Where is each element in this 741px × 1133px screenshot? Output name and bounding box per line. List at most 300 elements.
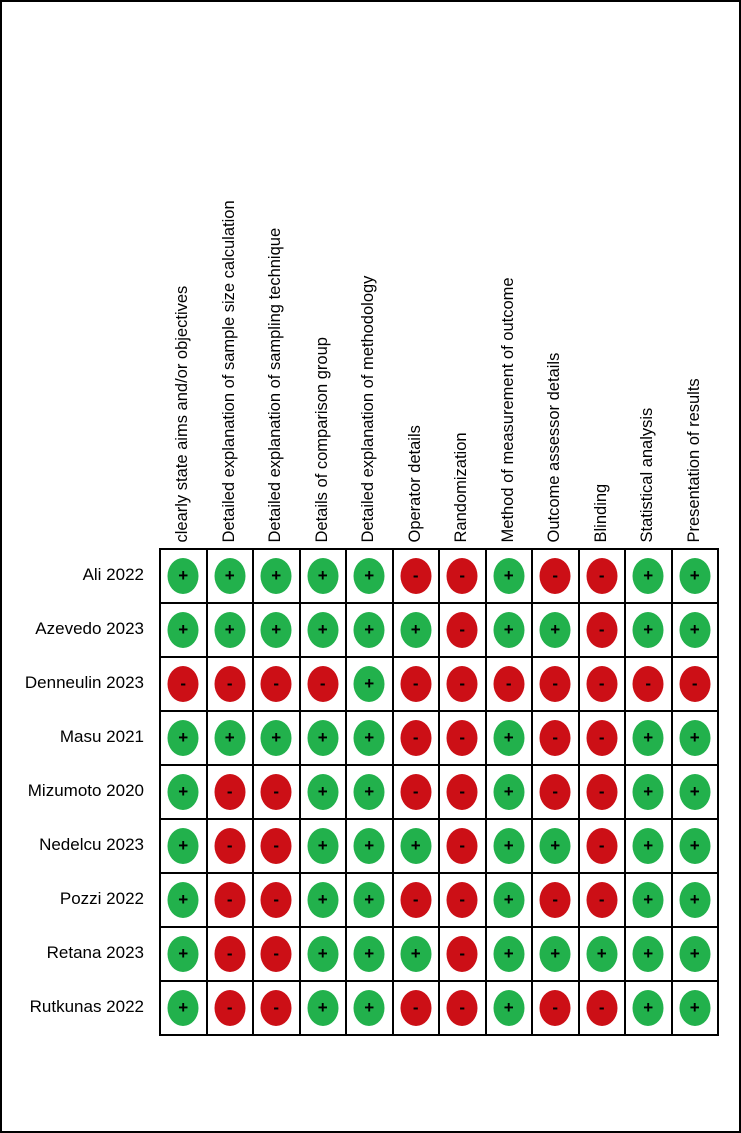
negative-indicator-icon <box>400 990 431 1026</box>
indicator-symbol: - <box>412 727 419 747</box>
table-row <box>161 712 719 766</box>
indicator-symbol: + <box>410 943 421 963</box>
positive-indicator-icon <box>214 720 245 756</box>
indicator-symbol: - <box>552 565 559 585</box>
indicator-symbol: - <box>226 835 233 855</box>
indicator-symbol: - <box>598 727 605 747</box>
negative-indicator-icon <box>540 990 571 1026</box>
assessment-cell <box>394 604 441 658</box>
column-header <box>299 12 346 542</box>
indicator-symbol: + <box>271 565 282 585</box>
indicator-symbol: - <box>459 565 466 585</box>
negative-indicator-icon <box>540 666 571 702</box>
assessment-cell <box>208 766 255 820</box>
assessment-cell <box>533 766 580 820</box>
row-label: Mizumoto 2020 <box>27 781 144 800</box>
negative-indicator-icon <box>447 936 478 972</box>
assessment-cell <box>533 982 580 1036</box>
assessment-cell <box>161 658 208 712</box>
negative-indicator-icon <box>261 990 292 1026</box>
positive-indicator-icon <box>307 936 338 972</box>
indicator-symbol: - <box>412 997 419 1017</box>
assessment-cell <box>626 658 673 712</box>
assessment-cell <box>301 658 348 712</box>
negative-indicator-icon <box>400 774 431 810</box>
column-header <box>345 12 392 542</box>
positive-indicator-icon <box>493 558 524 594</box>
assessment-cell <box>487 874 534 928</box>
positive-indicator-icon <box>679 558 710 594</box>
assessment-cell <box>440 766 487 820</box>
assessment-cell <box>347 766 394 820</box>
indicator-symbol: + <box>503 997 514 1017</box>
assessment-cell <box>208 604 255 658</box>
assessment-cell <box>673 766 720 820</box>
negative-indicator-icon <box>400 666 431 702</box>
table-row <box>161 658 719 712</box>
table-row <box>161 604 719 658</box>
indicator-symbol: - <box>273 835 280 855</box>
column-header-label: Details of comparison group <box>312 336 331 542</box>
indicator-symbol: - <box>226 673 233 693</box>
assessment-cell <box>626 712 673 766</box>
positive-indicator-icon <box>679 882 710 918</box>
indicator-symbol: + <box>643 727 654 747</box>
positive-indicator-icon <box>168 774 199 810</box>
assessment-cell <box>301 766 348 820</box>
indicator-symbol: + <box>689 943 700 963</box>
positive-indicator-icon <box>354 558 385 594</box>
table-row <box>161 550 719 604</box>
negative-indicator-icon <box>400 882 431 918</box>
positive-indicator-icon <box>679 936 710 972</box>
indicator-symbol: - <box>273 997 280 1017</box>
indicator-symbol: + <box>317 727 328 747</box>
positive-indicator-icon <box>307 828 338 864</box>
assessment-cell <box>161 712 208 766</box>
indicator-symbol: - <box>273 673 280 693</box>
positive-indicator-icon <box>400 828 431 864</box>
positive-indicator-icon <box>307 990 338 1026</box>
indicator-symbol: + <box>643 781 654 801</box>
indicator-symbol: + <box>689 619 700 639</box>
indicator-symbol: - <box>459 619 466 639</box>
indicator-symbol: - <box>459 727 466 747</box>
assessment-cell <box>254 658 301 712</box>
indicator-symbol: + <box>503 781 514 801</box>
indicator-symbol: - <box>459 835 466 855</box>
indicator-symbol: - <box>226 997 233 1017</box>
indicator-symbol: + <box>643 889 654 909</box>
indicator-symbol: - <box>691 673 698 693</box>
column-header-row <box>159 12 717 542</box>
indicator-symbol: - <box>459 943 466 963</box>
indicator-symbol: - <box>180 673 187 693</box>
indicator-symbol: + <box>178 619 189 639</box>
assessment-cell <box>347 820 394 874</box>
assessment-cell <box>487 928 534 982</box>
assessment-cell <box>626 874 673 928</box>
negative-indicator-icon <box>493 666 524 702</box>
indicator-symbol: + <box>178 889 189 909</box>
assessment-cell <box>487 550 534 604</box>
column-header-label: Outcome assessor details <box>545 352 563 542</box>
row-label: Nedelcu 2023 <box>39 835 144 854</box>
positive-indicator-icon <box>307 558 338 594</box>
table-row <box>161 982 719 1036</box>
column-header-label: clearly state aims and/or objectives <box>173 285 191 542</box>
assessment-cell <box>347 928 394 982</box>
assessment-cell <box>487 712 534 766</box>
indicator-symbol: + <box>550 835 561 855</box>
negative-indicator-icon <box>214 828 245 864</box>
positive-indicator-icon <box>354 612 385 648</box>
positive-indicator-icon <box>168 882 199 918</box>
indicator-symbol: + <box>364 781 375 801</box>
indicator-symbol: + <box>364 889 375 909</box>
indicator-symbol: + <box>224 565 235 585</box>
negative-indicator-icon <box>586 774 617 810</box>
indicator-symbol: + <box>178 565 189 585</box>
assessment-cell <box>487 982 534 1036</box>
indicator-symbol: - <box>552 889 559 909</box>
assessment-cell <box>161 604 208 658</box>
column-header-label: Presentation of results <box>684 377 703 542</box>
assessment-cell <box>254 820 301 874</box>
negative-indicator-icon <box>540 720 571 756</box>
indicator-symbol: - <box>598 619 605 639</box>
assessment-cell <box>254 550 301 604</box>
indicator-symbol: - <box>273 781 280 801</box>
negative-indicator-icon <box>214 882 245 918</box>
negative-indicator-icon <box>214 936 245 972</box>
positive-indicator-icon <box>679 828 710 864</box>
indicator-symbol: - <box>645 673 652 693</box>
positive-indicator-icon <box>354 990 385 1026</box>
assessment-cell <box>161 874 208 928</box>
positive-indicator-icon <box>168 612 199 648</box>
indicator-symbol: + <box>643 565 654 585</box>
indicator-symbol: + <box>178 835 189 855</box>
indicator-symbol: + <box>178 727 189 747</box>
negative-indicator-icon <box>586 612 617 648</box>
positive-indicator-icon <box>633 558 664 594</box>
assessment-cell <box>208 928 255 982</box>
assessment-cell <box>161 982 208 1036</box>
assessment-cell <box>580 658 627 712</box>
positive-indicator-icon <box>633 828 664 864</box>
column-header-label: Detailed explanation of methodology <box>359 275 377 542</box>
assessment-cell <box>347 604 394 658</box>
negative-indicator-icon <box>261 774 292 810</box>
assessment-cell <box>440 550 487 604</box>
assessment-cell <box>626 604 673 658</box>
positive-indicator-icon <box>354 828 385 864</box>
column-header <box>159 12 206 542</box>
positive-indicator-icon <box>168 720 199 756</box>
positive-indicator-icon <box>168 990 199 1026</box>
assessment-cell <box>254 982 301 1036</box>
positive-indicator-icon <box>307 612 338 648</box>
indicator-symbol: + <box>550 943 561 963</box>
assessment-cell <box>533 658 580 712</box>
assessment-cell <box>626 820 673 874</box>
indicator-symbol: - <box>552 997 559 1017</box>
assessment-cell <box>208 982 255 1036</box>
indicator-symbol: + <box>410 835 421 855</box>
assessment-cell <box>673 550 720 604</box>
negative-indicator-icon <box>400 720 431 756</box>
indicator-symbol: - <box>412 781 419 801</box>
assessment-cell <box>580 820 627 874</box>
assessment-cell <box>301 550 348 604</box>
positive-indicator-icon <box>307 720 338 756</box>
positive-indicator-icon <box>168 828 199 864</box>
positive-indicator-icon <box>679 774 710 810</box>
assessment-cell <box>487 658 534 712</box>
assessment-cell <box>254 604 301 658</box>
assessment-cell <box>673 982 720 1036</box>
assessment-cell <box>208 658 255 712</box>
assessment-cell <box>161 820 208 874</box>
indicator-symbol: + <box>224 727 235 747</box>
negative-indicator-icon <box>261 882 292 918</box>
positive-indicator-icon <box>354 774 385 810</box>
indicator-symbol: - <box>552 727 559 747</box>
table-row <box>161 928 719 982</box>
assessment-cell <box>347 658 394 712</box>
column-header <box>252 12 299 542</box>
negative-indicator-icon <box>633 666 664 702</box>
positive-indicator-icon <box>633 720 664 756</box>
column-header <box>485 12 532 542</box>
indicator-symbol: + <box>689 997 700 1017</box>
negative-indicator-icon <box>447 774 478 810</box>
column-header <box>578 12 625 542</box>
indicator-symbol: - <box>459 673 466 693</box>
assessment-cell <box>394 766 441 820</box>
assessment-grid <box>159 548 719 1036</box>
assessment-cell <box>347 712 394 766</box>
assessment-cell <box>487 766 534 820</box>
positive-indicator-icon <box>633 612 664 648</box>
negative-indicator-icon <box>586 990 617 1026</box>
assessment-cell <box>394 550 441 604</box>
assessment-cell <box>347 874 394 928</box>
assessment-cell <box>440 712 487 766</box>
assessment-cell <box>394 874 441 928</box>
negative-indicator-icon <box>261 828 292 864</box>
column-header <box>206 12 253 542</box>
positive-indicator-icon <box>307 774 338 810</box>
positive-indicator-icon <box>540 828 571 864</box>
negative-indicator-icon <box>400 558 431 594</box>
indicator-symbol: + <box>178 781 189 801</box>
indicator-symbol: + <box>317 781 328 801</box>
indicator-symbol: + <box>689 565 700 585</box>
assessment-cell <box>440 928 487 982</box>
assessment-cell <box>626 928 673 982</box>
positive-indicator-icon <box>633 990 664 1026</box>
positive-indicator-icon <box>493 882 524 918</box>
column-header-label: Method of measurement of outcome <box>498 276 517 542</box>
negative-indicator-icon <box>214 666 245 702</box>
indicator-symbol: - <box>319 673 326 693</box>
positive-indicator-icon <box>354 936 385 972</box>
indicator-symbol: + <box>364 619 375 639</box>
assessment-cell <box>533 874 580 928</box>
negative-indicator-icon <box>447 612 478 648</box>
assessment-cell <box>673 874 720 928</box>
indicator-symbol: + <box>224 619 235 639</box>
assessment-cell <box>394 658 441 712</box>
positive-indicator-icon <box>261 612 292 648</box>
positive-indicator-icon <box>354 720 385 756</box>
indicator-symbol: + <box>271 619 282 639</box>
indicator-symbol: - <box>412 889 419 909</box>
positive-indicator-icon <box>493 612 524 648</box>
indicator-symbol: + <box>317 943 328 963</box>
indicator-symbol: + <box>178 943 189 963</box>
column-header-label: Randomization <box>452 431 470 542</box>
assessment-cell <box>487 604 534 658</box>
assessment-cell <box>347 982 394 1036</box>
indicator-symbol: - <box>505 673 512 693</box>
assessment-cell <box>440 820 487 874</box>
risk-of-bias-summary-chart <box>2 2 739 1131</box>
negative-indicator-icon <box>586 558 617 594</box>
assessment-cell <box>208 874 255 928</box>
assessment-cell <box>208 712 255 766</box>
positive-indicator-icon <box>493 936 524 972</box>
indicator-symbol: + <box>689 781 700 801</box>
indicator-symbol: + <box>689 835 700 855</box>
indicator-symbol: + <box>178 997 189 1017</box>
indicator-symbol: - <box>598 673 605 693</box>
negative-indicator-icon <box>679 666 710 702</box>
indicator-symbol: + <box>689 889 700 909</box>
column-header-label: Detailed explanation of sampling technique <box>266 227 284 542</box>
positive-indicator-icon <box>679 990 710 1026</box>
indicator-symbol: + <box>503 565 514 585</box>
negative-indicator-icon <box>447 720 478 756</box>
row-label: Denneulin 2023 <box>24 673 144 692</box>
indicator-symbol: + <box>550 619 561 639</box>
positive-indicator-icon <box>400 612 431 648</box>
negative-indicator-icon <box>214 774 245 810</box>
indicator-symbol: + <box>503 727 514 747</box>
assessment-cell <box>580 928 627 982</box>
table-row <box>161 766 719 820</box>
indicator-symbol: - <box>598 781 605 801</box>
column-header-label: Statistical analysis <box>638 407 656 542</box>
positive-indicator-icon <box>633 936 664 972</box>
indicator-symbol: + <box>643 619 654 639</box>
row-label: Ali 2022 <box>82 565 144 584</box>
indicator-symbol: - <box>552 781 559 801</box>
column-header <box>624 12 671 542</box>
indicator-symbol: - <box>459 997 466 1017</box>
positive-indicator-icon <box>679 720 710 756</box>
negative-indicator-icon <box>447 666 478 702</box>
assessment-cell <box>626 982 673 1036</box>
indicator-symbol: - <box>412 673 419 693</box>
negative-indicator-icon <box>307 666 338 702</box>
negative-indicator-icon <box>586 882 617 918</box>
row-label: Masu 2021 <box>59 727 144 746</box>
assessment-cell <box>301 928 348 982</box>
indicator-symbol: + <box>317 889 328 909</box>
column-header-label: Operator details <box>405 424 424 542</box>
assessment-cell <box>673 712 720 766</box>
indicator-symbol: - <box>412 565 419 585</box>
indicator-symbol: + <box>503 943 514 963</box>
assessment-cell <box>301 874 348 928</box>
indicator-symbol: - <box>273 889 280 909</box>
indicator-symbol: + <box>643 943 654 963</box>
assessment-cell <box>626 766 673 820</box>
positive-indicator-icon <box>540 612 571 648</box>
column-header <box>671 12 718 542</box>
row-label: Rutkunas 2022 <box>29 997 144 1016</box>
assessment-cell <box>394 712 441 766</box>
indicator-symbol: - <box>226 943 233 963</box>
indicator-symbol: + <box>410 619 421 639</box>
assessment-cell <box>673 604 720 658</box>
assessment-cell <box>440 658 487 712</box>
assessment-cell <box>673 658 720 712</box>
assessment-cell <box>533 712 580 766</box>
positive-indicator-icon <box>633 774 664 810</box>
indicator-symbol: + <box>643 997 654 1017</box>
column-header-label: Detailed explanation of sample size calculation <box>219 199 238 542</box>
indicator-symbol: - <box>598 565 605 585</box>
positive-indicator-icon <box>354 666 385 702</box>
indicator-symbol: + <box>364 673 375 693</box>
indicator-symbol: + <box>364 997 375 1017</box>
positive-indicator-icon <box>493 774 524 810</box>
negative-indicator-icon <box>540 558 571 594</box>
positive-indicator-icon <box>400 936 431 972</box>
column-header <box>531 12 578 542</box>
negative-indicator-icon <box>447 558 478 594</box>
indicator-symbol: + <box>317 835 328 855</box>
positive-indicator-icon <box>261 720 292 756</box>
assessment-cell <box>440 982 487 1036</box>
negative-indicator-icon <box>447 990 478 1026</box>
indicator-symbol: + <box>689 727 700 747</box>
indicator-symbol: + <box>596 943 607 963</box>
assessment-cell <box>580 604 627 658</box>
positive-indicator-icon <box>493 720 524 756</box>
assessment-cell <box>161 550 208 604</box>
assessment-cell <box>394 820 441 874</box>
positive-indicator-icon <box>214 558 245 594</box>
assessment-cell <box>301 712 348 766</box>
negative-indicator-icon <box>540 774 571 810</box>
negative-indicator-icon <box>586 720 617 756</box>
assessment-cell <box>301 604 348 658</box>
indicator-symbol: + <box>503 835 514 855</box>
indicator-symbol: + <box>364 727 375 747</box>
assessment-cell <box>301 982 348 1036</box>
positive-indicator-icon <box>214 612 245 648</box>
indicator-symbol: - <box>226 781 233 801</box>
indicator-symbol: - <box>226 889 233 909</box>
assessment-cell <box>487 820 534 874</box>
table-row <box>161 874 719 928</box>
indicator-symbol: - <box>552 673 559 693</box>
